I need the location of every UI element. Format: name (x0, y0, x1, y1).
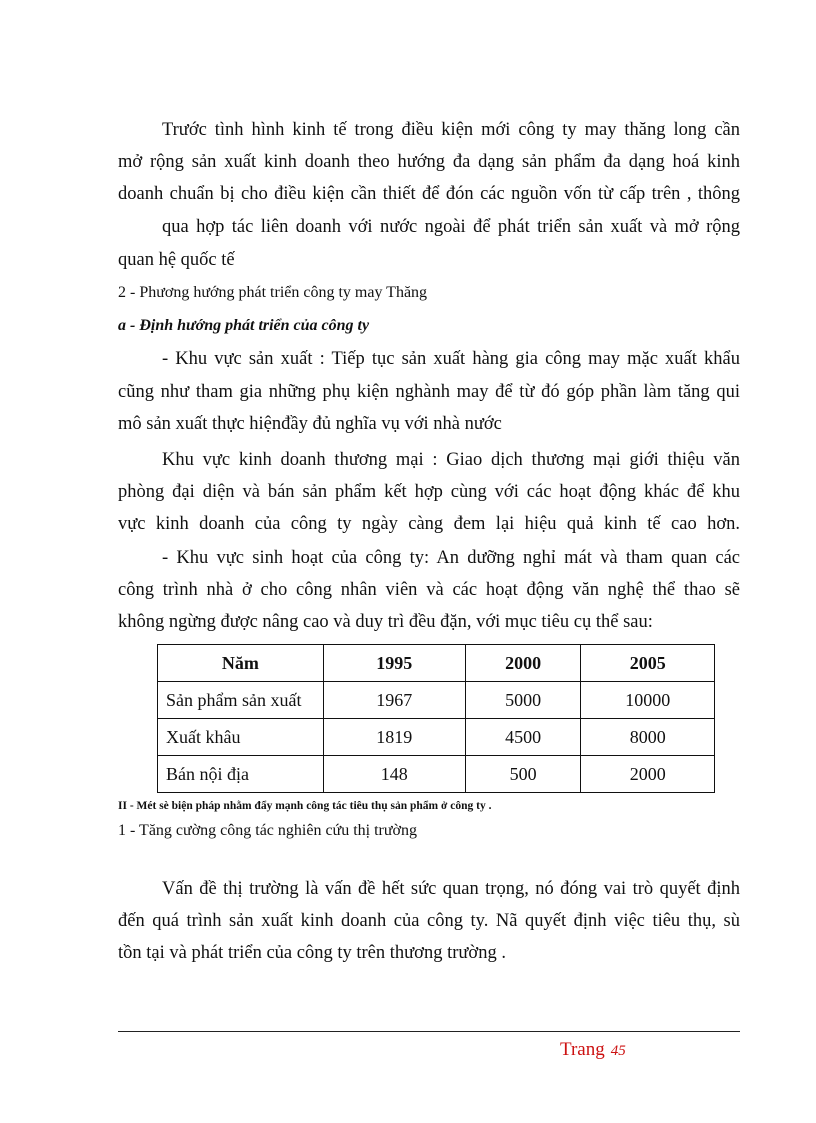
paragraph-line: công trình nhà ở cho công nhân viên và các hoạt động văn nghệ thể thao sẽ (118, 580, 740, 600)
paragraph-line: tồn tại và phát triển của công ty trên thương trường . (118, 943, 506, 963)
paragraph-line: - Khu vực sản xuất : Tiếp tục sản xuất hàng gia công may mặc xuất khẩu (162, 349, 740, 369)
table-row (158, 756, 715, 793)
paragraph-line: mô sản xuất thực hiệnđầy đủ nghĩa vụ với nhà nước (118, 414, 502, 434)
subsection-heading: a - Định hướng phát triển của công ty (118, 317, 370, 334)
table-header-cell: 2005 (581, 645, 715, 682)
paragraph-line: cũng như tham gia những phụ kiện nghành may để từ đó góp phần làm tăng qui (118, 382, 740, 402)
paragraph-line: - Khu vực sinh hoạt của công ty: An dưỡng nghỉ mát và tham quan các (162, 548, 740, 568)
paragraph-line: Khu vực kinh doanh thương mại : Giao dịch thương mại giới thiệu văn (162, 450, 740, 470)
paragraph-line: phòng đại diện và bán sản phẩm kết hợp cùng với các hoạt động khác để khu (118, 482, 740, 502)
paragraph-line: không ngừng được nâng cao và duy trì đều đặn, với mục tiêu cụ thể sau: (118, 612, 653, 632)
table-cell: 1819 (323, 719, 465, 756)
table-cell: Sản phẩm sản xuất (158, 682, 324, 719)
table-header-row (158, 645, 715, 682)
table-cell: 4500 (465, 719, 581, 756)
table-header-cell: 1995 (323, 645, 465, 682)
table-cell: 10000 (581, 682, 715, 719)
table-row (158, 719, 715, 756)
section-heading: 1 - Tăng cường công tác nghiên cứu thị trường (118, 822, 418, 839)
table-cell: 148 (323, 756, 465, 793)
paragraph-line: qua hợp tác liên doanh với nước ngoài để phát triển sản xuất và mở rộng (162, 217, 740, 237)
table-cell: Xuất khâu (158, 719, 324, 756)
table-row (158, 682, 715, 719)
table-cell: 2000 (581, 756, 715, 793)
page-footer (560, 1038, 626, 1063)
section-heading: II - Mét sè biện pháp nhằm đẩy mạnh công tác tiêu thụ sản phẩm ở công ty . (118, 800, 492, 812)
table-cell: 500 (465, 756, 581, 793)
paragraph-line: Trước tình hình kinh tế trong điều kiện mới công ty may thăng long cần (162, 120, 740, 140)
paragraph-line: Vấn đề thị trường là vấn đề hết sức quan trọng, nó đóng vai trò quyết định (162, 879, 740, 899)
table-cell: 8000 (581, 719, 715, 756)
paragraph-line: quan hệ quốc tế (118, 250, 235, 270)
footer-divider (118, 1031, 740, 1032)
table-cell: 1967 (323, 682, 465, 719)
paragraph-line: doanh chuẩn bị cho điều kiện cần thiết để đón các nguồn vốn từ cấp trên , thông (118, 184, 740, 204)
paragraph-line: đến quá trình sản xuất kinh doanh của công ty. Nã quyết định việc tiêu thụ, sù (118, 911, 740, 931)
paragraph-line: vực kinh doanh của công ty ngày càng đem lại hiệu quả kinh tế cao hơn. (118, 514, 740, 534)
table-cell: 5000 (465, 682, 581, 719)
paragraph-line: mở rộng sản xuất kinh doanh theo hướng đa dạng sản phẩm đa dạng hoá kinh (118, 152, 740, 172)
table-header-cell: Năm (158, 645, 324, 682)
section-heading: 2 - Phương hướng phát triển công ty may Thăng (118, 284, 428, 301)
page-number: 45 (610, 1043, 626, 1059)
targets-table (157, 644, 715, 793)
table-header-cell: 2000 (465, 645, 581, 682)
table-cell: Bán nội địa (158, 756, 324, 793)
footer-label: Trang (560, 1039, 605, 1060)
